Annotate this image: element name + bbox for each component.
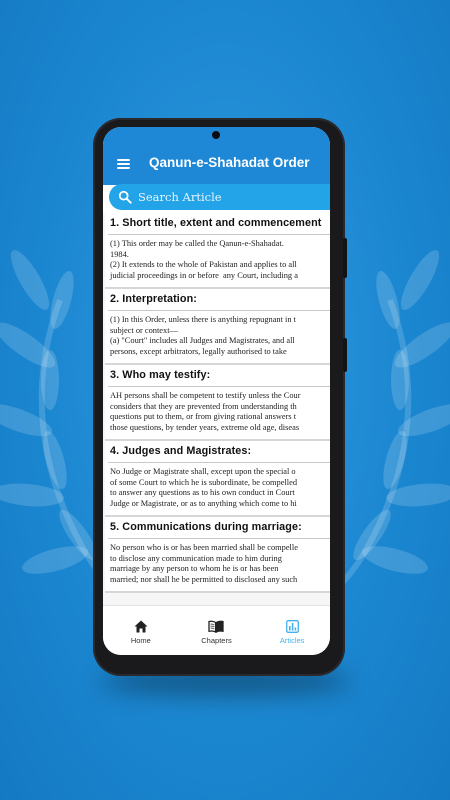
search-bar[interactable] [109,184,330,210]
app-title: Qanun-e-Shahadat Order [149,155,310,170]
article-excerpt: No person who is or has been married shall be compelle to disclose any communication made to him during marriage by any person to whom he is or has been married; nor shall he be permitted to disclosed any such [110,543,298,584]
article-excerpt: AH persons shall be competent to testify unless the Cour considers that they are prevented from understanding th questions put to them, or from giving rational answers t those questions, by tender years, extreme old age, diseas [110,391,301,432]
article-excerpt: (1) This order may be called the Qanun-e-Shahadat. 1984. (2) It extends to the whole of Pakistan and applies to all judicial proceedings in or before any Court, including a [110,239,298,280]
article-title: 2. Interpretation: [110,293,197,305]
article-list[interactable] [103,213,330,605]
article-title: 1. Short title, extent and commencement [110,217,322,229]
divider [108,462,330,463]
bottom-navigation [103,605,330,655]
article-card[interactable] [105,213,330,289]
article-title: 4. Judges and Magistrates: [110,445,252,457]
front-camera [212,131,220,139]
search-icon [118,190,132,204]
divider [108,538,330,539]
articles-chart-icon [286,620,299,633]
article-card[interactable] [105,289,330,365]
home-icon [134,620,148,633]
divider [108,234,330,235]
volume-button [343,338,347,372]
power-button [343,238,347,278]
divider [108,386,330,387]
nav-chapters[interactable] [181,606,251,645]
nav-chapters-label: Chapters [201,636,232,645]
article-title: 3. Who may testify: [110,369,211,381]
article-excerpt: (1) In this Order, unless there is anything repugnant in t subject or context— (a) "Court" includes all Judges and Magistrates, and all persons, except arbitrators, legally authorised to take [110,315,296,356]
search-input[interactable] [138,190,318,204]
hamburger-menu-icon[interactable] [117,159,130,169]
app-screen [103,127,330,655]
article-excerpt: No Judge or Magistrate shall, except upon the special o of some Court to which he is subordinate, be compelled to answer any questions as to his own conduct in Court Judge or Magistrate, or as to anything which come to hi [110,467,298,508]
nav-articles-label: Articles [279,636,305,645]
nav-articles[interactable] [257,606,327,645]
nav-home-label: Home [130,636,151,645]
article-title: 5. Communications during marriage: [110,521,302,533]
article-card[interactable] [105,441,330,517]
open-book-icon [208,620,224,633]
divider [108,310,330,311]
article-card[interactable] [105,517,330,593]
nav-home[interactable] [106,606,176,645]
app-bar [103,143,330,185]
article-card[interactable] [105,365,330,441]
